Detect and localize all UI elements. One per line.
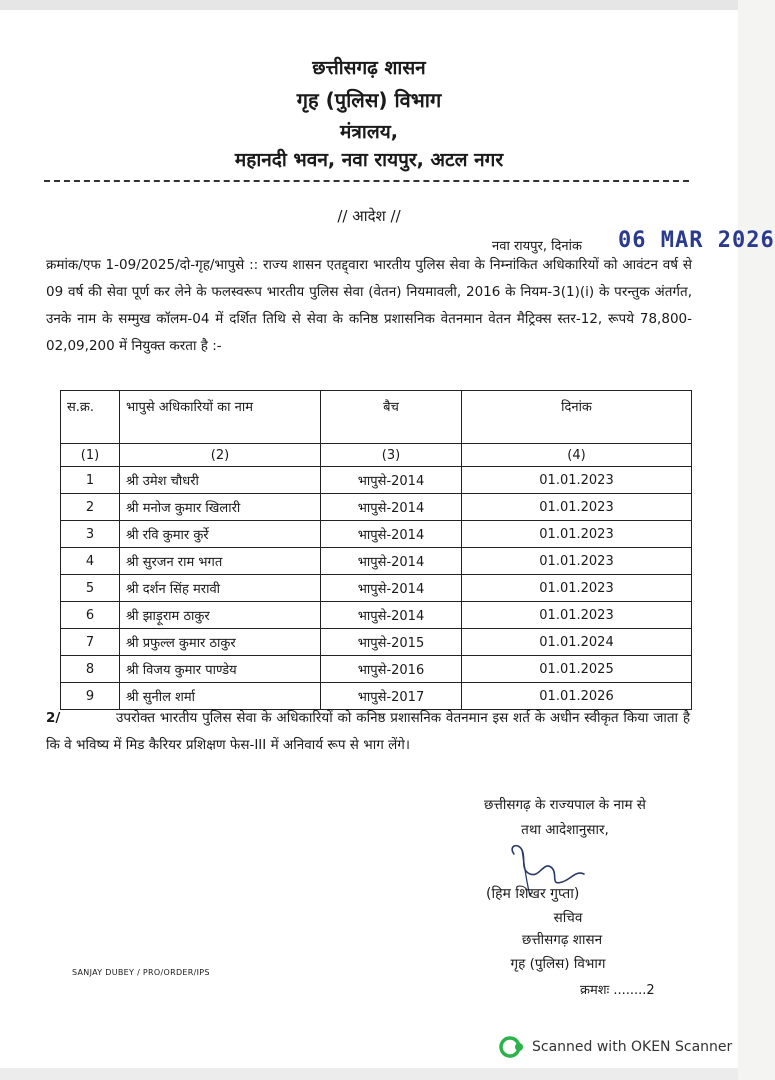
officers-table <box>60 390 692 710</box>
row-date: 01.01.2023 <box>462 575 692 602</box>
row-serial: 1 <box>61 467 120 494</box>
row-officer-name: श्री सुनील शर्मा <box>120 683 321 710</box>
row-serial: 2 <box>61 494 120 521</box>
row-date: 01.01.2023 <box>462 521 692 548</box>
date-stamp: 06 MAR 2026 <box>618 228 775 253</box>
header-serial: स.क्र. <box>61 391 120 444</box>
row-officer-name: श्री मनोज कुमार खिलारी <box>120 494 321 521</box>
row-batch: भापुसे-2014 <box>321 548 462 575</box>
continued-marker: क्रमशः ........2 <box>580 983 655 998</box>
row-batch: भापुसे-2014 <box>321 575 462 602</box>
header-ministry: मंत्रालय, <box>340 121 398 143</box>
header-address: महानदी भवन, नवा रायपुर, अटल नगर <box>234 149 504 171</box>
oken-scanner-logo-icon <box>500 1036 524 1058</box>
header-batch: बैच <box>321 391 462 444</box>
header-officer-name: भापुसे अधिकारियों का नाम <box>120 391 321 444</box>
row-officer-name: श्री विजय कुमार पाण्डेय <box>120 656 321 683</box>
signatory-org-govt: छत्तीसगढ़ शासन <box>521 932 603 948</box>
paragraph-number: 2/ <box>46 710 61 726</box>
governor-line: छत्तीसगढ़ के राज्यपाल के नाम से <box>484 797 646 813</box>
row-serial: 9 <box>61 683 120 710</box>
header-department: गृह (पुलिस) विभाग <box>296 88 442 112</box>
row-serial: 6 <box>61 602 120 629</box>
row-officer-name: श्री प्रफुल्ल कुमार ठाकुर <box>120 629 321 656</box>
reference-code: SANJAY DUBEY / PRO/ORDER/IPS <box>72 968 210 977</box>
paragraph-2-text: उपरोक्त भारतीय पुलिस सेवा के अधिकारियों को कनिष्ठ प्रशासनिक वेतनमान इस शर्त के अधीन स्वीकृत किया जाता है कि वे भविष्य में मिड कैरियर प्रशिक्षण फेस-III में अनिवार्य रूप से भाग लेंगे। <box>46 710 690 753</box>
row-date: 01.01.2025 <box>462 656 692 683</box>
col-number-2: (2) <box>120 444 321 467</box>
row-date: 01.01.2023 <box>462 494 692 521</box>
row-batch: भापुसे-2015 <box>321 629 462 656</box>
row-date: 01.01.2023 <box>462 548 692 575</box>
order-title: // आदेश // <box>337 207 401 225</box>
signatory-designation: सचिव <box>553 910 583 926</box>
row-batch: भापुसे-2014 <box>321 494 462 521</box>
row-date: 01.01.2023 <box>462 602 692 629</box>
scan-top-edge <box>0 0 738 10</box>
row-officer-name: श्री उमेश चौधरी <box>120 467 321 494</box>
row-serial: 7 <box>61 629 120 656</box>
row-serial: 5 <box>61 575 120 602</box>
row-officer-name: श्री सुरजन राम भगत <box>120 548 321 575</box>
col-number-1: (1) <box>61 444 120 467</box>
header-date: दिनांक <box>462 391 692 444</box>
row-serial: 8 <box>61 656 120 683</box>
table-row <box>61 548 692 575</box>
table-header-row <box>61 391 692 444</box>
row-officer-name: श्री दर्शन सिंह मरावी <box>120 575 321 602</box>
dashed-separator <box>44 180 689 182</box>
table-row <box>61 521 692 548</box>
row-batch: भापुसे-2014 <box>321 521 462 548</box>
row-date: 01.01.2026 <box>462 683 692 710</box>
table-row <box>61 656 692 683</box>
row-batch: भापुसे-2014 <box>321 467 462 494</box>
col-number-3: (3) <box>321 444 462 467</box>
order-paragraph-2 <box>46 705 690 759</box>
header-govt: छत्तीसगढ़ शासन <box>312 57 426 79</box>
col-number-4: (4) <box>462 444 692 467</box>
signatory-org-dept: गृह (पुलिस) विभाग <box>510 956 606 972</box>
table-row <box>61 602 692 629</box>
scanner-text: Scanned with OKEN Scanner <box>532 1039 733 1055</box>
table-row <box>61 494 692 521</box>
row-batch: भापुसे-2014 <box>321 602 462 629</box>
row-serial: 4 <box>61 548 120 575</box>
row-batch: भापुसे-2017 <box>321 683 462 710</box>
place-date-label: नवा रायपुर, दिनांक <box>492 239 582 254</box>
row-officer-name: श्री झाड़ूराम ठाकुर <box>120 602 321 629</box>
order-paragraph-1: क्रमांक/एफ 1-09/2025/दो-गृह/भापुसे :: राज्य शासन एतद्द्वारा भारतीय पुलिस सेवा के निम्नांकित अधिकारियों को आवंटन वर्ष से 09 वर्ष की सेवा पूर्ण कर लेने के फलस्वरूप भारतीय पुलिस सेवा (वेतन) नियमावली, 2016 के नियम-3(1)(i) के परन्तुक अंतर्गत, उनके नाम के सम्मुख कॉलम-04 में दर्शित तिथि से सेवा के कनिष्ठ प्रशासनिक वेतनमान वेतन मैट्रिक्स स्तर-12, रूपये 78,800-02,09,200 में नियुक्त करता है :- <box>46 257 692 354</box>
row-date: 01.01.2024 <box>462 629 692 656</box>
row-batch: भापुसे-2016 <box>321 656 462 683</box>
order-line: तथा आदेशानुसार, <box>521 822 609 838</box>
table-column-number-row <box>61 444 692 467</box>
scanner-watermark <box>500 1036 732 1058</box>
table-row <box>61 575 692 602</box>
table-row <box>61 629 692 656</box>
row-date: 01.01.2023 <box>462 467 692 494</box>
table-row <box>61 467 692 494</box>
scan-bottom-edge <box>0 1068 738 1080</box>
row-serial: 3 <box>61 521 120 548</box>
row-officer-name: श्री रवि कुमार कुर्रे <box>120 521 321 548</box>
signatory-name: (हिम शिखर गुप्ता) <box>486 886 580 902</box>
